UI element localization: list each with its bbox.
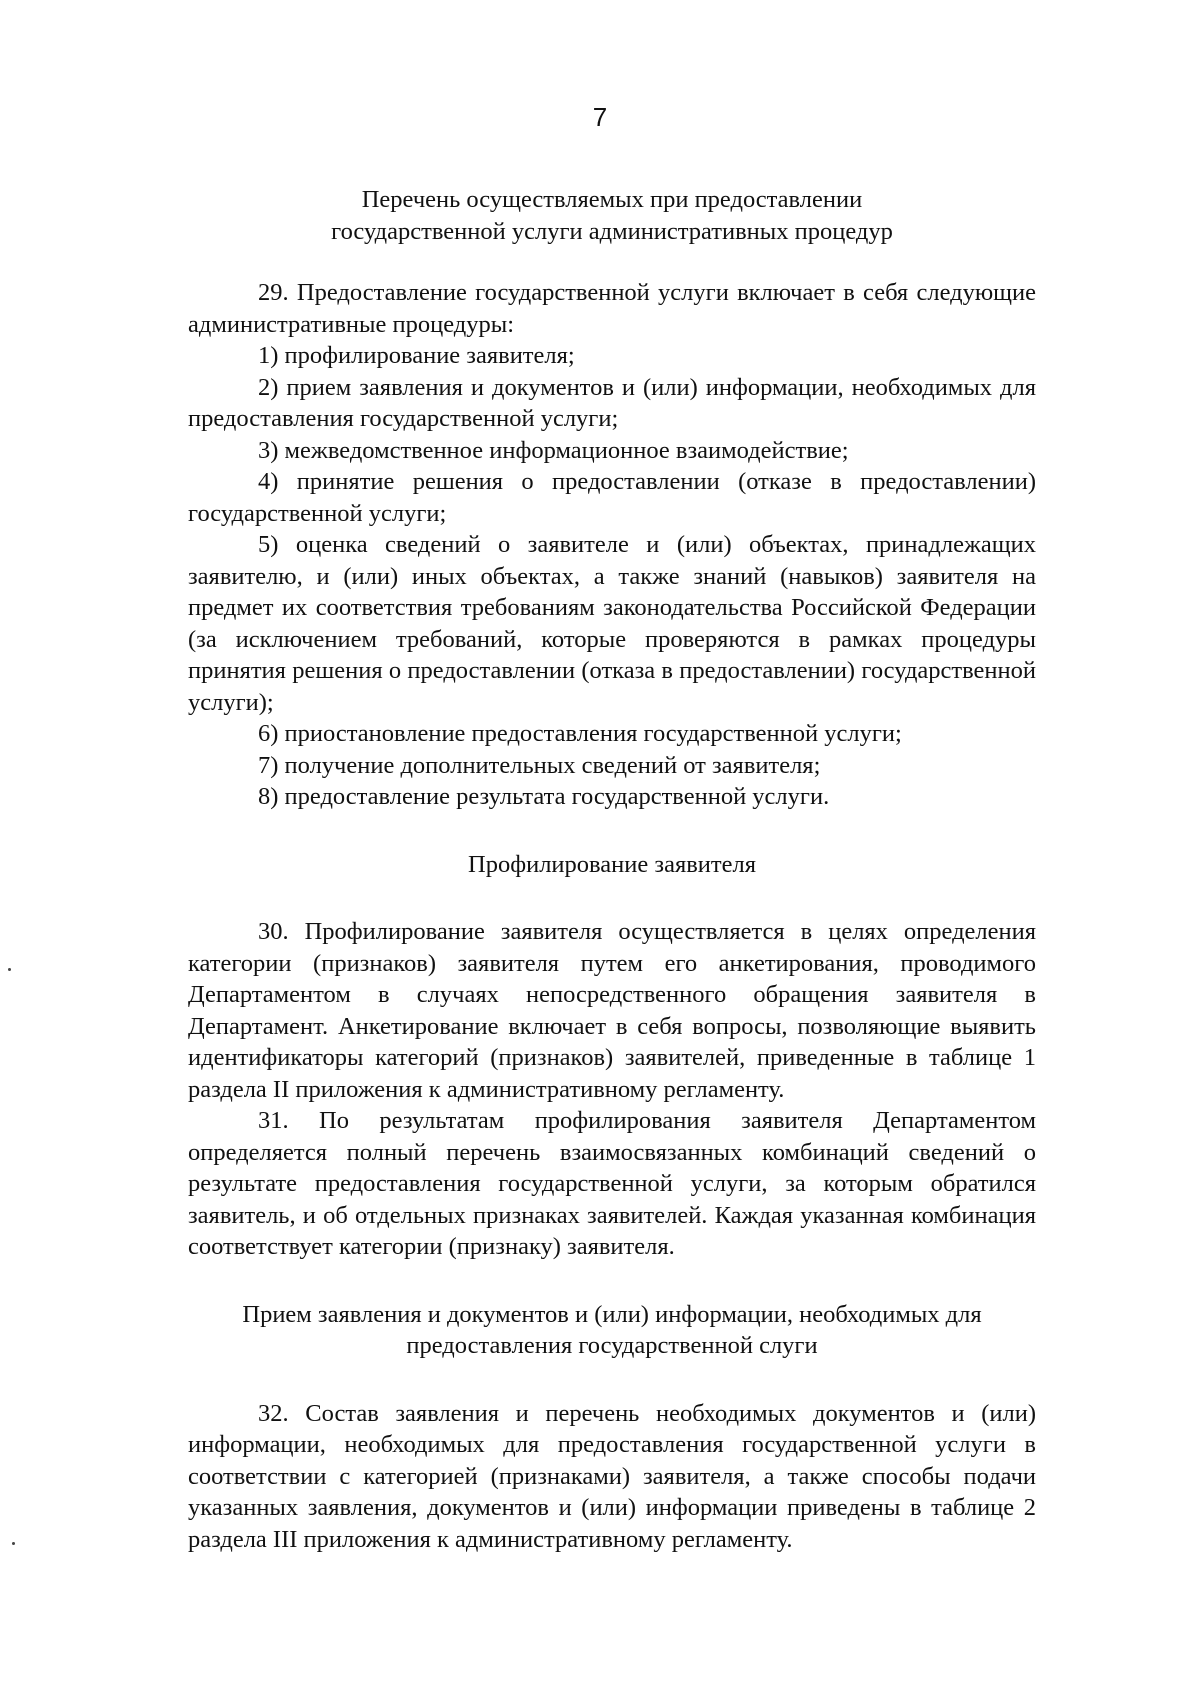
list-item: 5) оценка сведений о заявителе и (или) объектах, принадлежащих заявителю, и (или) иных объектах, а также знаний (навыков) заявителя на предмет их соответствия требованиям законодательства Российской Федерации (за исключением требований, которые проверяются в рамках процедуры принятия решения о предоставлении (отказа в предоставлении) государственной услуги); [188,531,1036,716]
section-heading-profiling [188,849,1036,881]
scan-speck [12,1542,15,1545]
paragraph-30: 30. Профилирование заявителя осуществляется в целях определения категории (признаков) заявителя путем его анкетирования, проводимого Департаментом в случаях непосредственного обращения заявителя в Департамент. Анкетирование включает в себя вопросы, позволяющие выявить идентификаторы категорий (признаков) заявителей, приведенные в таблице 1 раздела II приложения к административному регламенту. [188,918,1036,1103]
paragraph-32: 32. Состав заявления и перечень необходимых документов и (или) информации, необходимых для предоставления государственной услуги в соответствии с категорией (признаками) заявителя, а также способы подачи указанных заявления, документов и (или) информации приведены в таблице 2 раздела III приложения к административному регламенту. [188,1399,1036,1553]
heading-line: Профилирование заявителя [468,850,756,878]
heading-line: Прием заявления и документов и (или) информации, необходимых для [242,1300,982,1328]
section-heading-application [188,1299,1036,1362]
document-body [188,184,1036,1555]
heading-line: государственной услуги административных процедур [331,217,893,245]
list-item: 4) принятие решения о предоставлении (отказе в предоставлении) государственной услуги; [188,468,1036,527]
list-item: 2) прием заявления и документов и (или) информации, необходимых для предоставления государственной услуги; [188,373,1036,432]
list-item: 3) межведомственное информационное взаимодействие; [258,436,849,464]
section-heading-procedures [188,184,1036,247]
paragraph-29: 29. Предоставление государственной услуги включает в себя следующие административные процедуры: [188,279,1036,338]
page-number: 7 [592,102,608,132]
list-item: 6) приостановление предоставления государственной услуги; [258,720,902,747]
heading-line: предоставления государственной слуги [406,1332,818,1359]
list-item: 7) получение дополнительных сведений от заявителя; [258,751,821,779]
list-item: 8) предоставление результата государственной услуги. [258,783,830,810]
heading-line: Перечень осуществляемых при предоставлении [361,186,863,213]
list-item: 1) профилирование заявителя; [258,342,575,369]
scan-speck [8,968,11,971]
paragraph-31: 31. По результатам профилирования заявителя Департаментом определяется полный перечень взаимосвязанных комбинаций сведений о результате предоставления государственной услуги, за которым обратился заявитель, и об отдельных признаках заявителей. Каждая указанная комбинация соответствует категории (признаку) заявителя. [188,1107,1036,1260]
